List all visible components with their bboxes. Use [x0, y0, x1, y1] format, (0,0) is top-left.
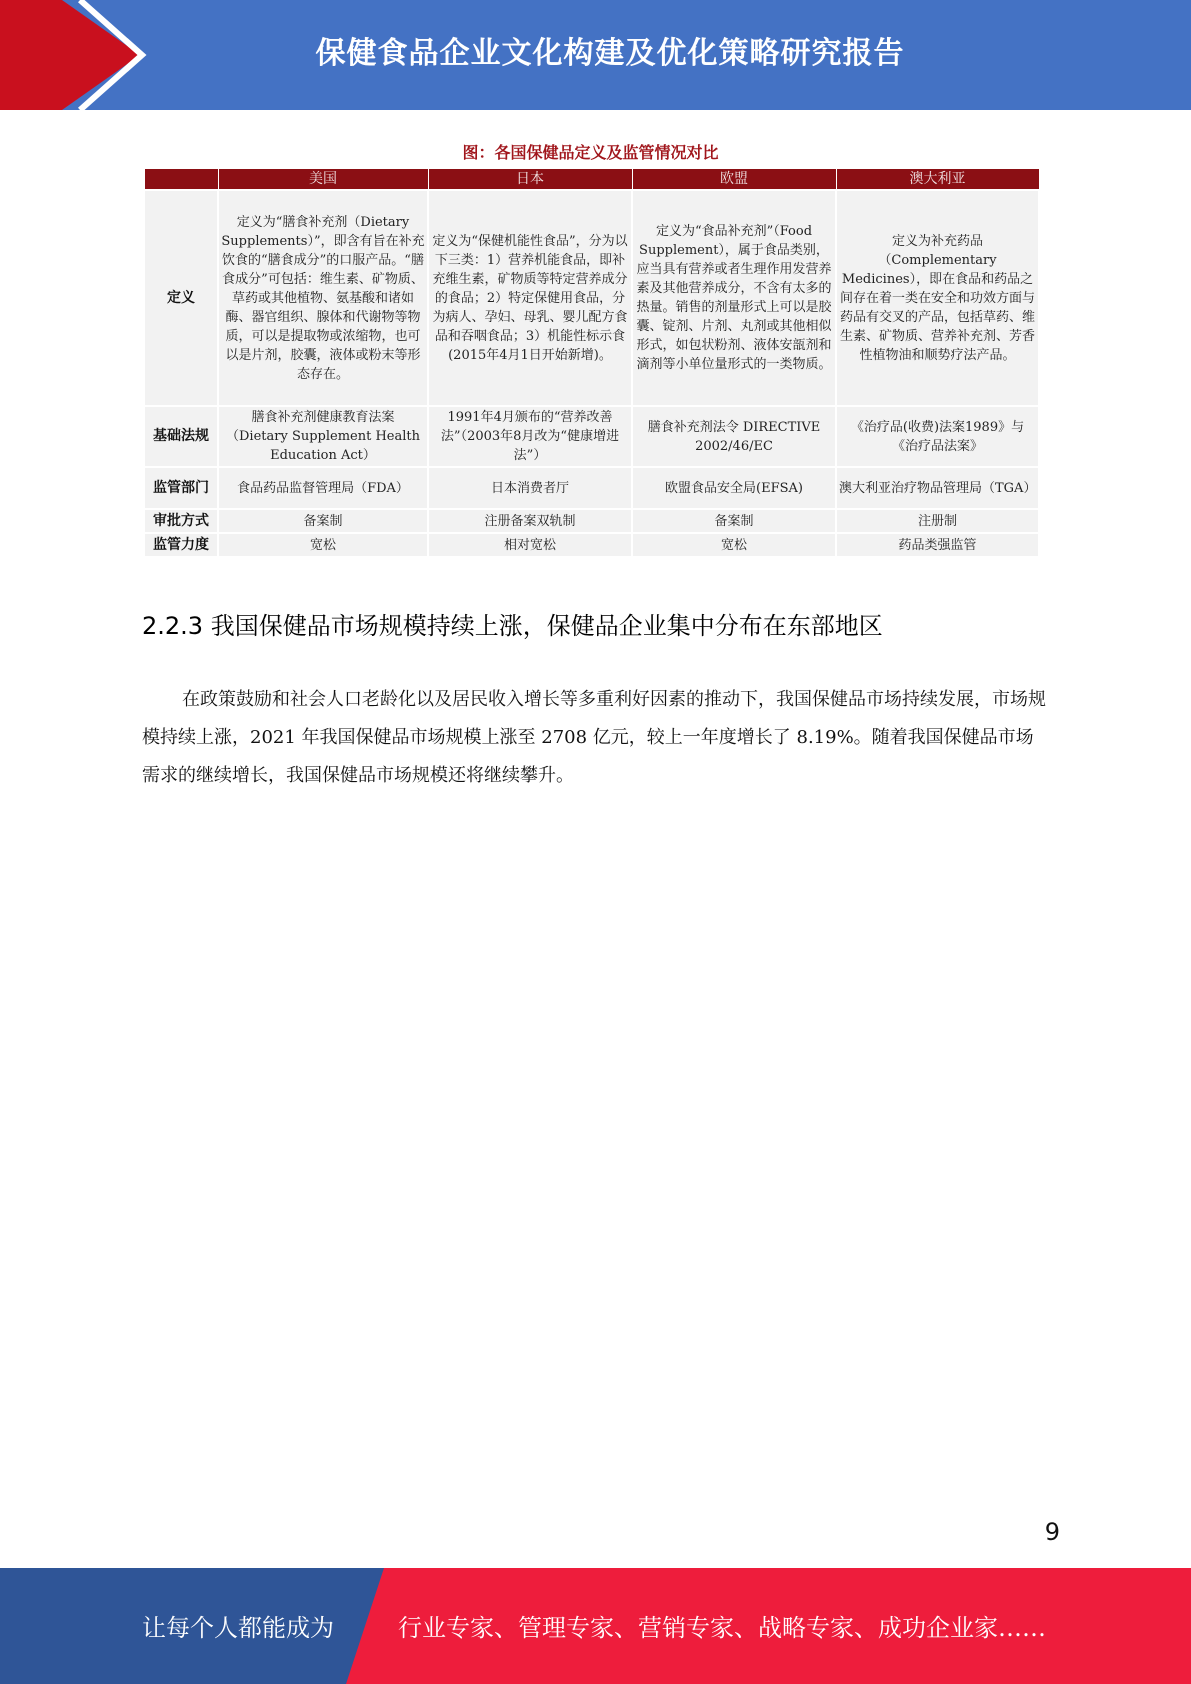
- table-cell: 日本消费者厅: [428, 467, 632, 509]
- report-title: 保健食品企业文化构建及优化策略研究报告: [315, 36, 905, 71]
- column-header-australia: 澳大利亚: [836, 169, 1039, 190]
- figure-caption: 图：各国保健品定义及监管情况对比: [462, 143, 719, 162]
- row-label: 审批方式: [144, 509, 218, 533]
- table-cell: 定义为“食品补充剂”（Food Supplement），属于食品类别，应当具有营养或者生理作用发营养素及其他营养成分，不含有太多的热量。销售的剂量形式上可以是胶囊、锭剂、片剂、丸剂或其他相似形式，如包状粉剂、液体安瓿剂和滴剂等小单位量形式的一类物质。: [632, 190, 836, 406]
- row-label: 监管力度: [144, 533, 218, 557]
- footer-slogan-left: 让每个人都能成为: [142, 1614, 334, 1642]
- table-cell: 宽松: [218, 533, 428, 557]
- table-cell: 注册制: [836, 509, 1039, 533]
- table-cell: 欧盟食品安全局(EFSA): [632, 467, 836, 509]
- table-header-row: [144, 169, 1039, 190]
- table-cell: 宽松: [632, 533, 836, 557]
- table-corner-cell: [144, 169, 218, 190]
- column-header-japan: 日本: [428, 169, 632, 190]
- table-cell: 定义为“保健机能性食品”，分为以下三类：1）营养机能食品，即补充维生素，矿物质等特定营养成分的食品；2）特定保健用食品，分为病人、孕妇、母乳、婴儿配方食品和吞咽食品；3）机能性标示食(2015年4月1日开始新增)。: [428, 190, 632, 406]
- table-row-supervision-level: [144, 533, 1039, 557]
- table-cell: 《治疗品(收费)法案1989》与《治疗品法案》: [836, 406, 1039, 467]
- table-cell: 药品类强监管: [836, 533, 1039, 557]
- table-cell: 定义为补充药品（Complementary Medicines），即在食品和药品之间存在着一类在安全和功效方面与药品有交叉的产品，包括草药、维生素、矿物质、营养补充剂、芳香性植物油和顺势疗法产品。: [836, 190, 1039, 406]
- table-cell: 澳大利亚治疗物品管理局（TGA）: [836, 467, 1039, 509]
- column-header-usa: 美国: [218, 169, 428, 190]
- header-red-arrow: [0, 0, 140, 110]
- table-cell: 相对宽松: [428, 533, 632, 557]
- column-header-eu: 欧盟: [632, 169, 836, 190]
- header-arrow-decoration: [0, 0, 260, 110]
- table-cell: 备案制: [218, 509, 428, 533]
- table-cell: 膳食补充剂法令 DIRECTIVE 2002/46/EC: [632, 406, 836, 467]
- table-row-approval: [144, 509, 1039, 533]
- table-row-regulator: [144, 467, 1039, 509]
- footer-slogan-right: 行业专家、管理专家、营销专家、战略专家、成功企业家……: [398, 1614, 1046, 1642]
- table-cell: 1991年4月颁布的“营养改善法”（2003年8月改为“健康增进法”）: [428, 406, 632, 467]
- row-label: 监管部门: [144, 467, 218, 509]
- table-cell: 膳食补充剂健康教育法案（Dietary Supplement Health Education Act）: [218, 406, 428, 467]
- table-cell: 备案制: [632, 509, 836, 533]
- body-paragraph: 在政策鼓励和社会人口老龄化以及居民收入增长等多重利好因素的推动下，我国保健品市场持续发展，市场规模持续上涨，2021 年我国保健品市场规模上涨至 2708 亿元，较上一年度增长了 8.19%。随着我国保健品市场需求的继续增长，我国保健品市场规模还将继续攀升。: [142, 689, 1046, 786]
- table-row-basic-regulation: [144, 406, 1039, 467]
- page-number: 9: [1044, 1518, 1060, 1546]
- row-label: 定义: [144, 190, 218, 406]
- comparison-table: [143, 169, 1040, 558]
- row-label: 基础法规: [144, 406, 218, 467]
- section-heading: 2.2.3 我国保健品市场规模持续上涨，保健品企业集中分布在东部地区: [142, 612, 883, 640]
- table-cell: 食品药品监督管理局（FDA）: [218, 467, 428, 509]
- table-cell: 定义为“膳食补充剂（Dietary Supplements）”，即含有旨在补充饮食的“膳食成分”的口服产品。“膳食成分”可包括：维生素、矿物质、草药或其他植物、氨基酸和诸如酶、器官组织、腺体和代谢物等物质，可以是提取物或浓缩物，也可以是片剂，胶囊，液体或粉末等形态存在。: [218, 190, 428, 406]
- table-row-definition: [144, 190, 1039, 406]
- table-cell: 注册备案双轨制: [428, 509, 632, 533]
